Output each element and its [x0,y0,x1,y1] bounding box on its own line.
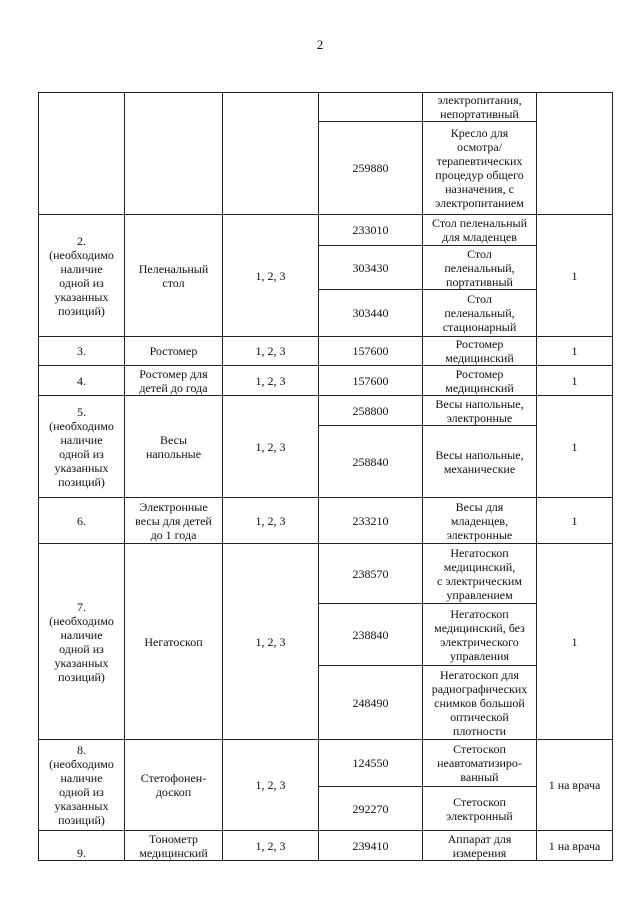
quantity-cell: 1 [537,337,613,366]
item-number-cell: 8. (необходимо наличие одной из указанных позиций) [39,740,125,831]
code-cell: 303440 [319,290,423,337]
quantity-cell: 1 [537,366,613,396]
table-row [39,740,613,787]
item-number-cell [39,93,125,215]
table-row [39,337,613,366]
code-cell: 239410 [319,831,423,861]
device-name-cell: Стетоскоп неавтоматизиро- ванный [423,740,537,787]
item-number-cell: 4. [39,366,125,396]
item-name-cell: Весы напольные [125,396,223,498]
sections-cell [223,93,319,215]
code-cell: 233010 [319,215,423,246]
item-number-cell: 2. (необходимо наличие одной из указанных позиций) [39,215,125,337]
quantity-cell: 1 [537,498,613,544]
sections-cell: 1, 2, 3 [223,740,319,831]
quantity-cell: 1 [537,544,613,740]
device-name-cell: Стол пеленальный, стационарный [423,290,537,337]
code-cell: 258800 [319,396,423,426]
code-cell: 292270 [319,787,423,831]
code-cell: 233210 [319,498,423,544]
device-name-cell: Негатоскоп медицинский, с электрическим управлением [423,544,537,604]
quantity-cell [537,93,613,215]
code-cell: 157600 [319,366,423,396]
code-cell: 303430 [319,246,423,290]
code-cell [319,93,423,122]
device-name-cell: Стол пеленальный, портативный [423,246,537,290]
device-name-cell: Аппарат для измерения [423,831,537,861]
quantity-cell: 1 на врача [537,740,613,831]
item-number-cell: 9. [39,831,125,861]
table-row [39,93,613,122]
item-name-cell: Электронные весы для детей до 1 года [125,498,223,544]
device-name-cell: электропитания, непортативный [423,93,537,122]
quantity-cell: 1 на врача [537,831,613,861]
item-name-cell: Ростомер [125,337,223,366]
device-name-cell: Весы для младенцев, электронные [423,498,537,544]
quantity-cell: 1 [537,396,613,498]
item-name-cell: Негатоскоп [125,544,223,740]
device-name-cell: Ростомер медицинский [423,366,537,396]
item-name-cell: Стетофонен- доскоп [125,740,223,831]
device-name-cell: Негатоскоп для радиографических снимков большой оптической плотности [423,666,537,740]
device-name-cell: Весы напольные, электронные [423,396,537,426]
sections-cell: 1, 2, 3 [223,831,319,861]
item-number-cell: 6. [39,498,125,544]
sections-cell: 1, 2, 3 [223,396,319,498]
sections-cell: 1, 2, 3 [223,498,319,544]
table-row [39,544,613,604]
device-name-cell: Ростомер медицинский [423,337,537,366]
device-name-cell: Негатоскоп медицинский, без электрического управления [423,604,537,666]
device-name-cell: Весы напольные, механические [423,426,537,498]
table-row [39,831,613,861]
code-cell: 259880 [319,122,423,215]
code-cell: 157600 [319,337,423,366]
item-number-cell: 7. (необходимо наличие одной из указанных позиций) [39,544,125,740]
device-name-cell: Стетоскоп электронный [423,787,537,831]
sections-cell: 1, 2, 3 [223,215,319,337]
item-number-cell: 5. (необходимо наличие одной из указанных позиций) [39,396,125,498]
item-name-cell: Ростомер для детей до года [125,366,223,396]
item-number-cell: 3. [39,337,125,366]
table-row [39,215,613,246]
table-row [39,498,613,544]
equipment-table [38,92,613,861]
sections-cell: 1, 2, 3 [223,337,319,366]
sections-cell: 1, 2, 3 [223,544,319,740]
code-cell: 238570 [319,544,423,604]
code-cell: 124550 [319,740,423,787]
table-row [39,396,613,426]
code-cell: 248490 [319,666,423,740]
quantity-cell: 1 [537,215,613,337]
code-cell: 258840 [319,426,423,498]
table-row [39,366,613,396]
item-name-cell: Тонометр медицинский [125,831,223,861]
item-name-cell [125,93,223,215]
page-number: 2 [316,37,324,52]
sections-cell: 1, 2, 3 [223,366,319,396]
code-cell: 238840 [319,604,423,666]
item-name-cell: Пеленальный стол [125,215,223,337]
device-name-cell: Кресло для осмотра/ терапевтических процедур общего назначения, с электропитанием [423,122,537,215]
device-name-cell: Стол пеленальный для младенцев [423,215,537,246]
